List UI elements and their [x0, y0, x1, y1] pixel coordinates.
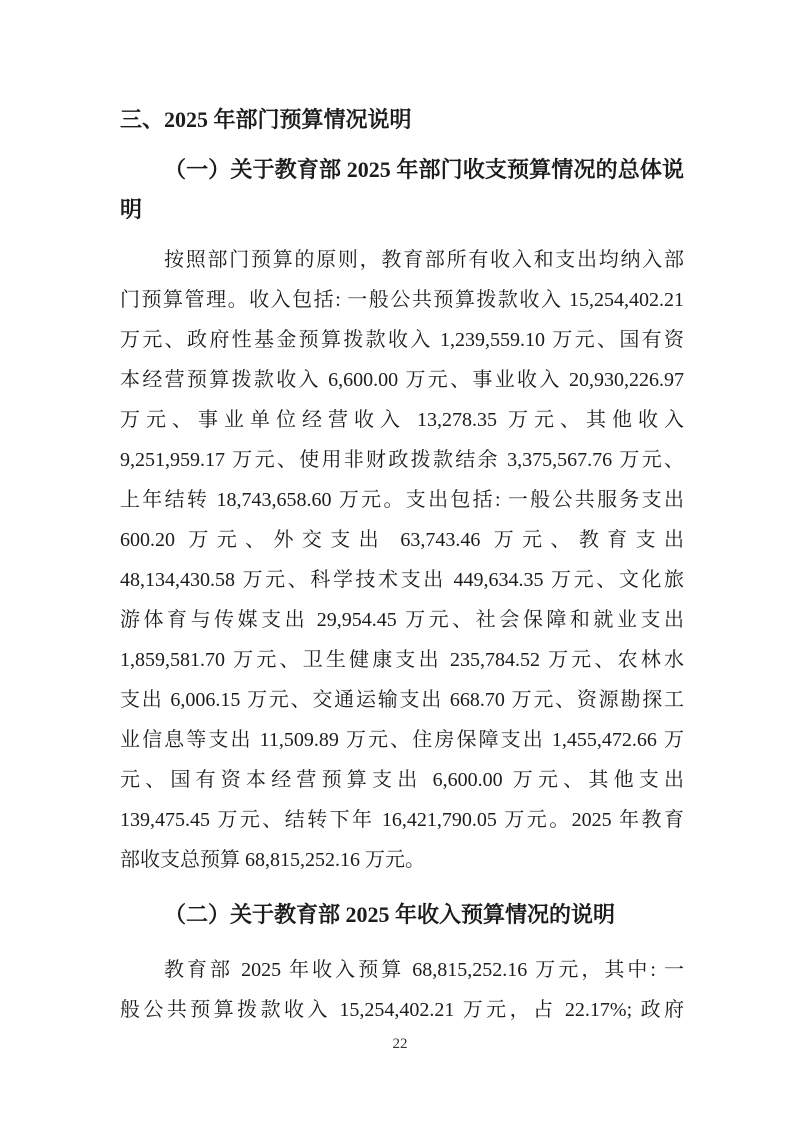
page-number: 22	[392, 1036, 408, 1052]
text-line: 9,251,959.17 万元、使用非财政拨款结余 3,375,567.76 万元、	[120, 449, 684, 471]
text-line: 按照部门预算的原则，教育部所有收入和支出均纳入部	[164, 249, 684, 271]
text-line: （二）关于教育部 2025 年收入预算情况的说明	[164, 902, 616, 927]
text-line: 1,859,581.70 万元、卫生健康支出 235,784.52 万元、农林水	[120, 649, 684, 671]
subsection-2-heading	[120, 895, 684, 935]
paragraph-2	[120, 950, 684, 1030]
text-line: （一）关于教育部 2025 年部门收支预算情况的总体说	[164, 157, 684, 182]
text-line: 48,134,430.58 万元、科学技术支出 449,634.35 万元、文化旅	[120, 569, 684, 591]
text-line: 万元、事业单位经营收入 13,278.35 万元、其他收入	[120, 409, 684, 431]
text-line: 般公共预算拨款收入 15,254,402.21 万元，占 22.17%; 政府	[120, 999, 684, 1021]
text-line: 教育部 2025 年收入预算 68,815,252.16 万元，其中: 一	[164, 959, 684, 981]
paragraph-1	[120, 240, 684, 880]
text-line: 支出 6,006.15 万元、交通运输支出 668.70 万元、资源勘探工	[120, 689, 684, 711]
text-line: 本经营预算拨款收入 6,600.00 万元、事业收入 20,930,226.97	[120, 369, 684, 391]
text-line: 部收支总预算 68,815,252.16 万元。	[120, 849, 425, 871]
text-line: 上年结转 18,743,658.60 万元。支出包括: 一般公共服务支出	[120, 489, 684, 511]
text-line: 业信息等支出 11,509.89 万元、住房保障支出 1,455,472.66 万	[120, 729, 684, 751]
text-line: 门预算管理。收入包括: 一般公共预算拨款收入 15,254,402.21	[120, 289, 684, 311]
section-heading: 三、2025 年部门预算情况说明	[120, 107, 412, 132]
text-line: 元、国有资本经营预算支出 6,600.00 万元、其他支出	[120, 769, 684, 791]
text-line: 600.20 万元、外交支出 63,743.46 万元、教育支出	[120, 529, 684, 551]
subsection-1-heading	[120, 150, 684, 230]
text-line: 万元、政府性基金预算拨款收入 1,239,559.10 万元、国有资	[120, 329, 684, 351]
text-line: 139,475.45 万元、结转下年 16,421,790.05 万元。2025 年教育	[120, 809, 684, 831]
text-line: 游体育与传媒支出 29,954.45 万元、社会保障和就业支出	[120, 609, 684, 631]
text-line: 明	[120, 197, 143, 222]
